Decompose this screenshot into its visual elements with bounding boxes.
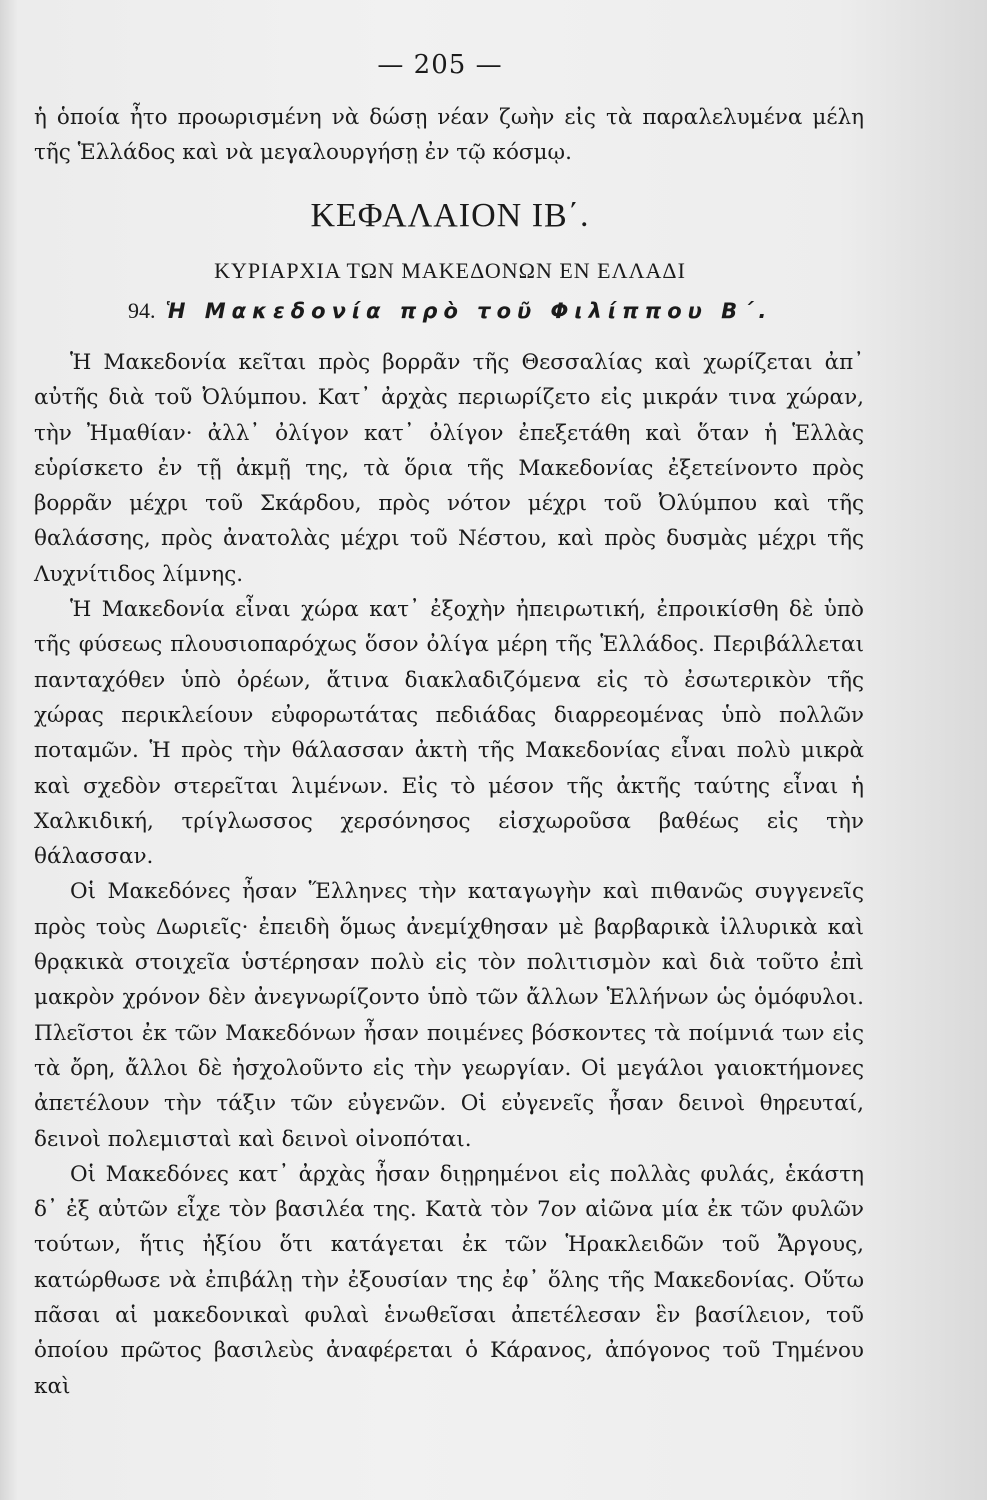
chapter-title: ΚΕΦΑΛΑΙΟΝ ΙΒ΄.	[310, 197, 590, 234]
page-number: — 205 —	[377, 50, 503, 80]
paragraph: Οἱ Μακεδόνες κατ᾽ ἀρχὰς ἦσαν διῃρημένοι εἰς πολλὰς φυλάς, ἑκάστη δ᾽ ἐξ αὐτῶν εἶχε τὸν βασιλέα της. Κατὰ τὸν 7ον αἰῶνα μία ἐκ τῶν φυλῶν τούτων, ἥτις ἠξίου ὅτι κατάγεται ἐκ τῶν Ἡρακλειδῶν τοῦ Ἄργους, κατώρθωσε νὰ ἐπιβάλῃ τὴν ἐξουσίαν της ἐφ᾽ ὅλης τῆς Μακεδονίας. Οὕτω πᾶσαι αἱ μακεδονικαὶ φυλαὶ ἑνωθεῖσαι ἀπετέλεσαν ἓν βασίλειον, τοῦ ὁποίου πρῶτος βασιλεὺς ἀναφέρεται ὁ Κάρανος, ἀπόγονος τοῦ Τημένου καὶ	[34, 1161, 864, 1399]
paragraph: Οἱ Μακεδόνες ἦσαν Ἕλληνες τὴν καταγωγὴν καὶ πιθανῶς συγγενεῖς πρὸς τοὺς Δωριεῖς· ἐπειδὴ ὅμως ἀνεμίχθησαν μὲ βαρβαρικὰ ἰλλυρικὰ καὶ θρᾳκικὰ στοιχεῖα ὑστέρησαν πολὺ εἰς τὸν πολιτισμὸν καὶ διὰ τοῦτο ἐπὶ μακρὸν χρόνον δὲν ἀνεγνωρίζοντο ὑπὸ τῶν ἄλλων Ἑλλήνων ὡς ὁμόφυλοι. Πλεῖστοι ἐκ τῶν Μακεδόνων ἦσαν ποιμένες βόσκοντες τὰ ποίμνιά των εἰς τὰ ὄρη, ἄλλοι δὲ ἠσχολοῦντο εἰς τὴν γεωργίαν. Οἱ μεγάλοι γαιοκτήμονες ἀπετέλουν τὴν τάξιν τῶν εὐγενῶν. Οἱ εὐγενεῖς ἦσαν δεινοὶ θηρευταί, δεινοὶ πολεμισταὶ καὶ δεινοὶ οἰνοπόται.	[34, 879, 864, 1152]
section-heading	[128, 298, 772, 324]
chapter-subtitle: ΚΥΡΙΑΡΧΙΑ ΤΩΝ ΜΑΚΕΔΟΝΩΝ ΕΝ ΕΛΛΑΔΙ	[214, 258, 686, 283]
section-number: 94.	[128, 298, 156, 323]
intro-text-block	[34, 100, 864, 171]
paragraph: Ἡ Μακεδονία εἶναι χώρα κατ᾽ ἐξοχὴν ἠπειρωτική, ἐπροικίσθη δὲ ὑπὸ τῆς φύσεως πλουσιοπαρόχως ὅσον ὀλίγα μέρη τῆς Ἑλλάδος. Περιβάλλεται πανταχόθεν ὑπὸ ὀρέων, ἅτινα διακλαδιζόμενα εἰς τὸ ἐσωτερικὸν τῆς χώρας περικλείουν εὐφορωτάτας πεδιάδας διαρρεομένας ὑπὸ πολλῶν ποταμῶν. Ἡ πρὸς τὴν θάλασσαν ἀκτὴ τῆς Μακεδονίας εἶναι πολὺ μικρὰ καὶ σχεδὸν στερεῖται λιμένων. Εἰς τὸ μέσον τῆς ἀκτῆς ταύτης εἶναι ἡ Χαλκιδική, τρίγλωσσος χερσόνησος εἰσχωροῦσα βαθέως εἰς τὴν θάλασσαν.	[34, 597, 864, 870]
intro-paragraph: ἡ ὁποία ἦτο προωρισμένη νὰ δώσῃ νέαν ζωὴν εἰς τὰ παραλελυμένα μέλη τῆς Ἑλλάδος καὶ νὰ μεγαλουργήσῃ ἐν τῷ κόσμῳ.	[34, 105, 864, 166]
section-title: Ἡ Μακεδονία πρὸ τοῦ Φιλίππου Β΄.	[165, 299, 773, 323]
body-text	[34, 345, 864, 1404]
paragraph: Ἡ Μακεδονία κεῖται πρὸς βορρᾶν τῆς Θεσσαλίας καὶ χωρίζεται ἀπ᾽ αὐτῆς διὰ τοῦ Ὀλύμπου. Κατ᾽ ἀρχὰς περιωρίζετο εἰς μικράν τινα χώραν, τὴν Ἠμαθίαν· ἀλλ᾽ ὀλίγον κατ᾽ ὀλίγον ἐπεξετάθη καὶ ὅταν ἡ Ἑλλὰς εὑρίσκετο ἐν τῇ ἀκμῇ της, τὰ ὅρια τῆς Μακεδονίας ἐξετείνοντο πρὸς βορρᾶν μέχρι τοῦ Σκάρδου, πρὸς νότον μέχρι τοῦ Ὀλύμπου καὶ τῆς θαλάσσης, πρὸς ἀνατολὰς μέχρι τοῦ Νέστου, καὶ πρὸς δυσμὰς μέχρι τῆς Λυχνίτιδος λίμνης.	[34, 350, 864, 587]
